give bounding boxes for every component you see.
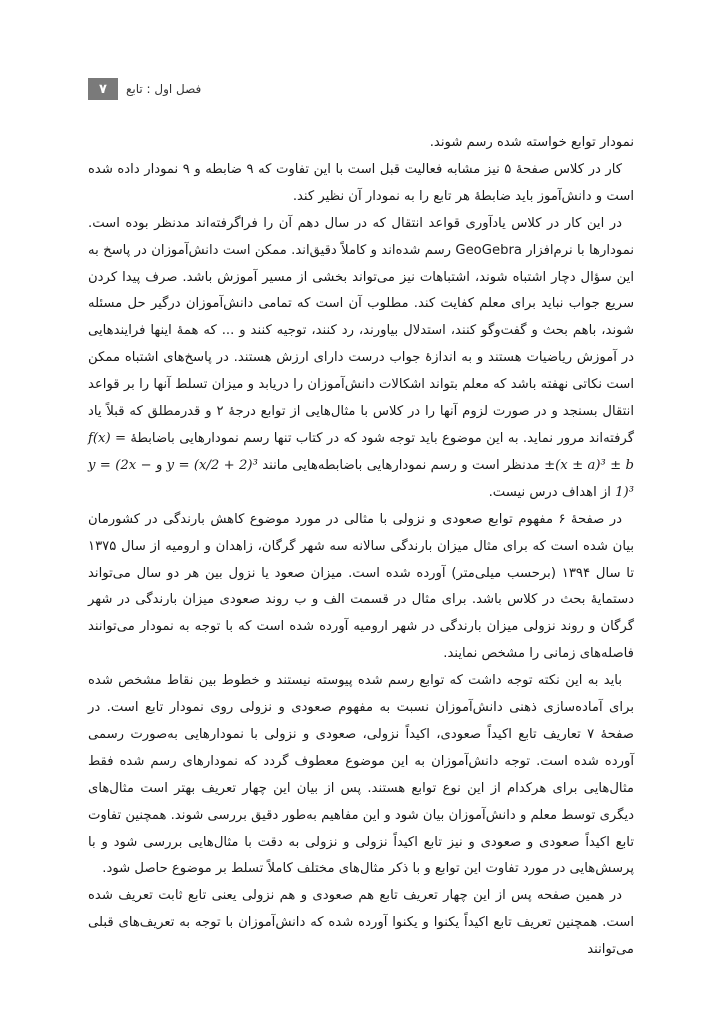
body-text	[88, 130, 634, 964]
page-number: ۷	[88, 78, 118, 100]
paragraph-3-text: در این کار در کلاس یادآوری قواعد انتقال که در سال دهم آن را فراگرفته‌اند مدنظر بوده است. نمودارها با نرم‌افزار GeoGebra رسم شده‌اند و کاملاً دقیق‌اند. ممکن است دانش‌آموزان در پاسخ به این سؤال دچار اشتباه شوند، اشتباهات نیز می‌تواند بخشی از مسیر آموزش باشد. صرف پیدا کردن سریع جواب نباید برای معلم کفایت کند. مطلوب آن است که تمامی دانش‌آموزان درگیر حل مسئله شوند، باهم بحث و گفت‌وگو کنند، استدلال بیاورند، رد کنند، توجیه کنند و ... که همهٔ اینها فرایندهایی در آموزش ریاضیات هستند و به اندازهٔ جواب درست دارای ارزش هستند. در پاسخ‌های اشتباه ممکن است نکاتی نهفته باشد که معلم بتواند اشکالات دانش‌آموزان را دریابد و میزان تسلط آنها را بر قواعد انتقال بسنجد و در صورت لزوم آنها را در کلاس با مثال‌هایی از توابع درجهٔ ۲ و قدرمطلق که قبلاً یاد گرفته‌اند مرور نماید. به این موضوع باید توجه شود که در کتاب تنها رسم نمودارهایی باضابطهٔ	[88, 215, 635, 446]
paragraph-3-cont: مدنظر است و رسم نمودارهایی باضابطه‌هایی مانند	[262, 457, 540, 473]
page-header	[88, 78, 201, 100]
paragraph-3-and: و	[155, 457, 163, 473]
paragraph-3-end: از اهداف درس نیست.	[488, 484, 611, 500]
paragraph-5: باید به این نکته توجه داشت که توابع رسم شده پیوسته نیستند و خطوط بین نقاط مشخص شده برای آماده‌سازی ذهنی دانش‌آموزان نسبت به مفهوم صعودی و نزولی روی نمودار تابع است. در صفحهٔ ۷ تعاریف تابع اکیداً صعودی، اکیداً نزولی، صعودی و نزولی با نمودارهایی به‌صورت رسمی آورده شده است. توجه دانش‌آموزان به این موضوع معطوف گردد که نمودارهای رسم شده فقط مثال‌هایی برای هرکدام از این نوع توابع هستند. پس از بیان این چهار تعریف بهتر است مثال‌های دیگری توسط معلم و دانش‌آموزان بیان شود و این مفاهیم به‌طور دقیق بررسی شوند. همچنین تفاوت تابع اکیداً صعودی و صعودی و نیز تابع اکیداً نزولی و نزولی به دقت با مثال‌هایی بررسی شود و با پرسش‌هایی در مورد تفاوت این توابع و با ذکر مثال‌های مختلف کاملاً تسلط بر موضوع حاصل شود.	[88, 673, 634, 877]
formula-cubic: f(x) = ±(x ± a)³ ± b	[88, 430, 634, 473]
paragraph-2: کار در کلاس صفحهٔ ۵ نیز مشابه فعالیت قبل است با این تفاوت که ۹ ضابطه و ۹ نمودار داده شده است و دانش‌آموز باید ضابطهٔ هر تابع را به نمودار آن نظیر کند.	[88, 161, 634, 204]
paragraph-1: نمودار توابع خواسته شده رسم شوند.	[429, 135, 634, 150]
chapter-title: فصل اول : تابع	[126, 82, 202, 96]
formula-example-1: y = (x/2 + 2)³	[166, 457, 258, 473]
paragraph-4: در صفحهٔ ۶ مفهوم توابع صعودی و نزولی با مثالی در مورد موضوع کاهش بارندگی در کشورمان بیان شده است که برای مثال میزان بارندگی سالانه سه شهر گرگان، زاهدان و ارومیه از سال ۱۳۷۵ تا سال ۱۳۹۴ (برحسب میلی‌متر) آورده شده است. میزان صعود یا نزول بین هر دو سال می‌تواند دستمایهٔ بحث در کلاس باشد. برای مثال در قسمت الف و ب روند صعودی میزان بارندگی در شهر گرگان و روند نزولی میزان بارندگی در شهر ارومیه آورده شده است که با توجه به نمودار می‌توانند فاصله‌های زمانی را مشخص نمایند.	[88, 511, 634, 662]
paragraph-6: در همین صفحه پس از این چهار تعریف تابع هم صعودی و هم نزولی یعنی تابع ثابت تعریف شده است. همچنین تعریف تابع اکیداً یکنوا و یکنوا آورده شده که دانش‌آموزان با توجه به تعریف‌های قبلی می‌توانند	[88, 888, 634, 958]
formula-example-2: y = (2x − 1)³	[88, 457, 634, 500]
paragraph-3	[88, 211, 634, 507]
